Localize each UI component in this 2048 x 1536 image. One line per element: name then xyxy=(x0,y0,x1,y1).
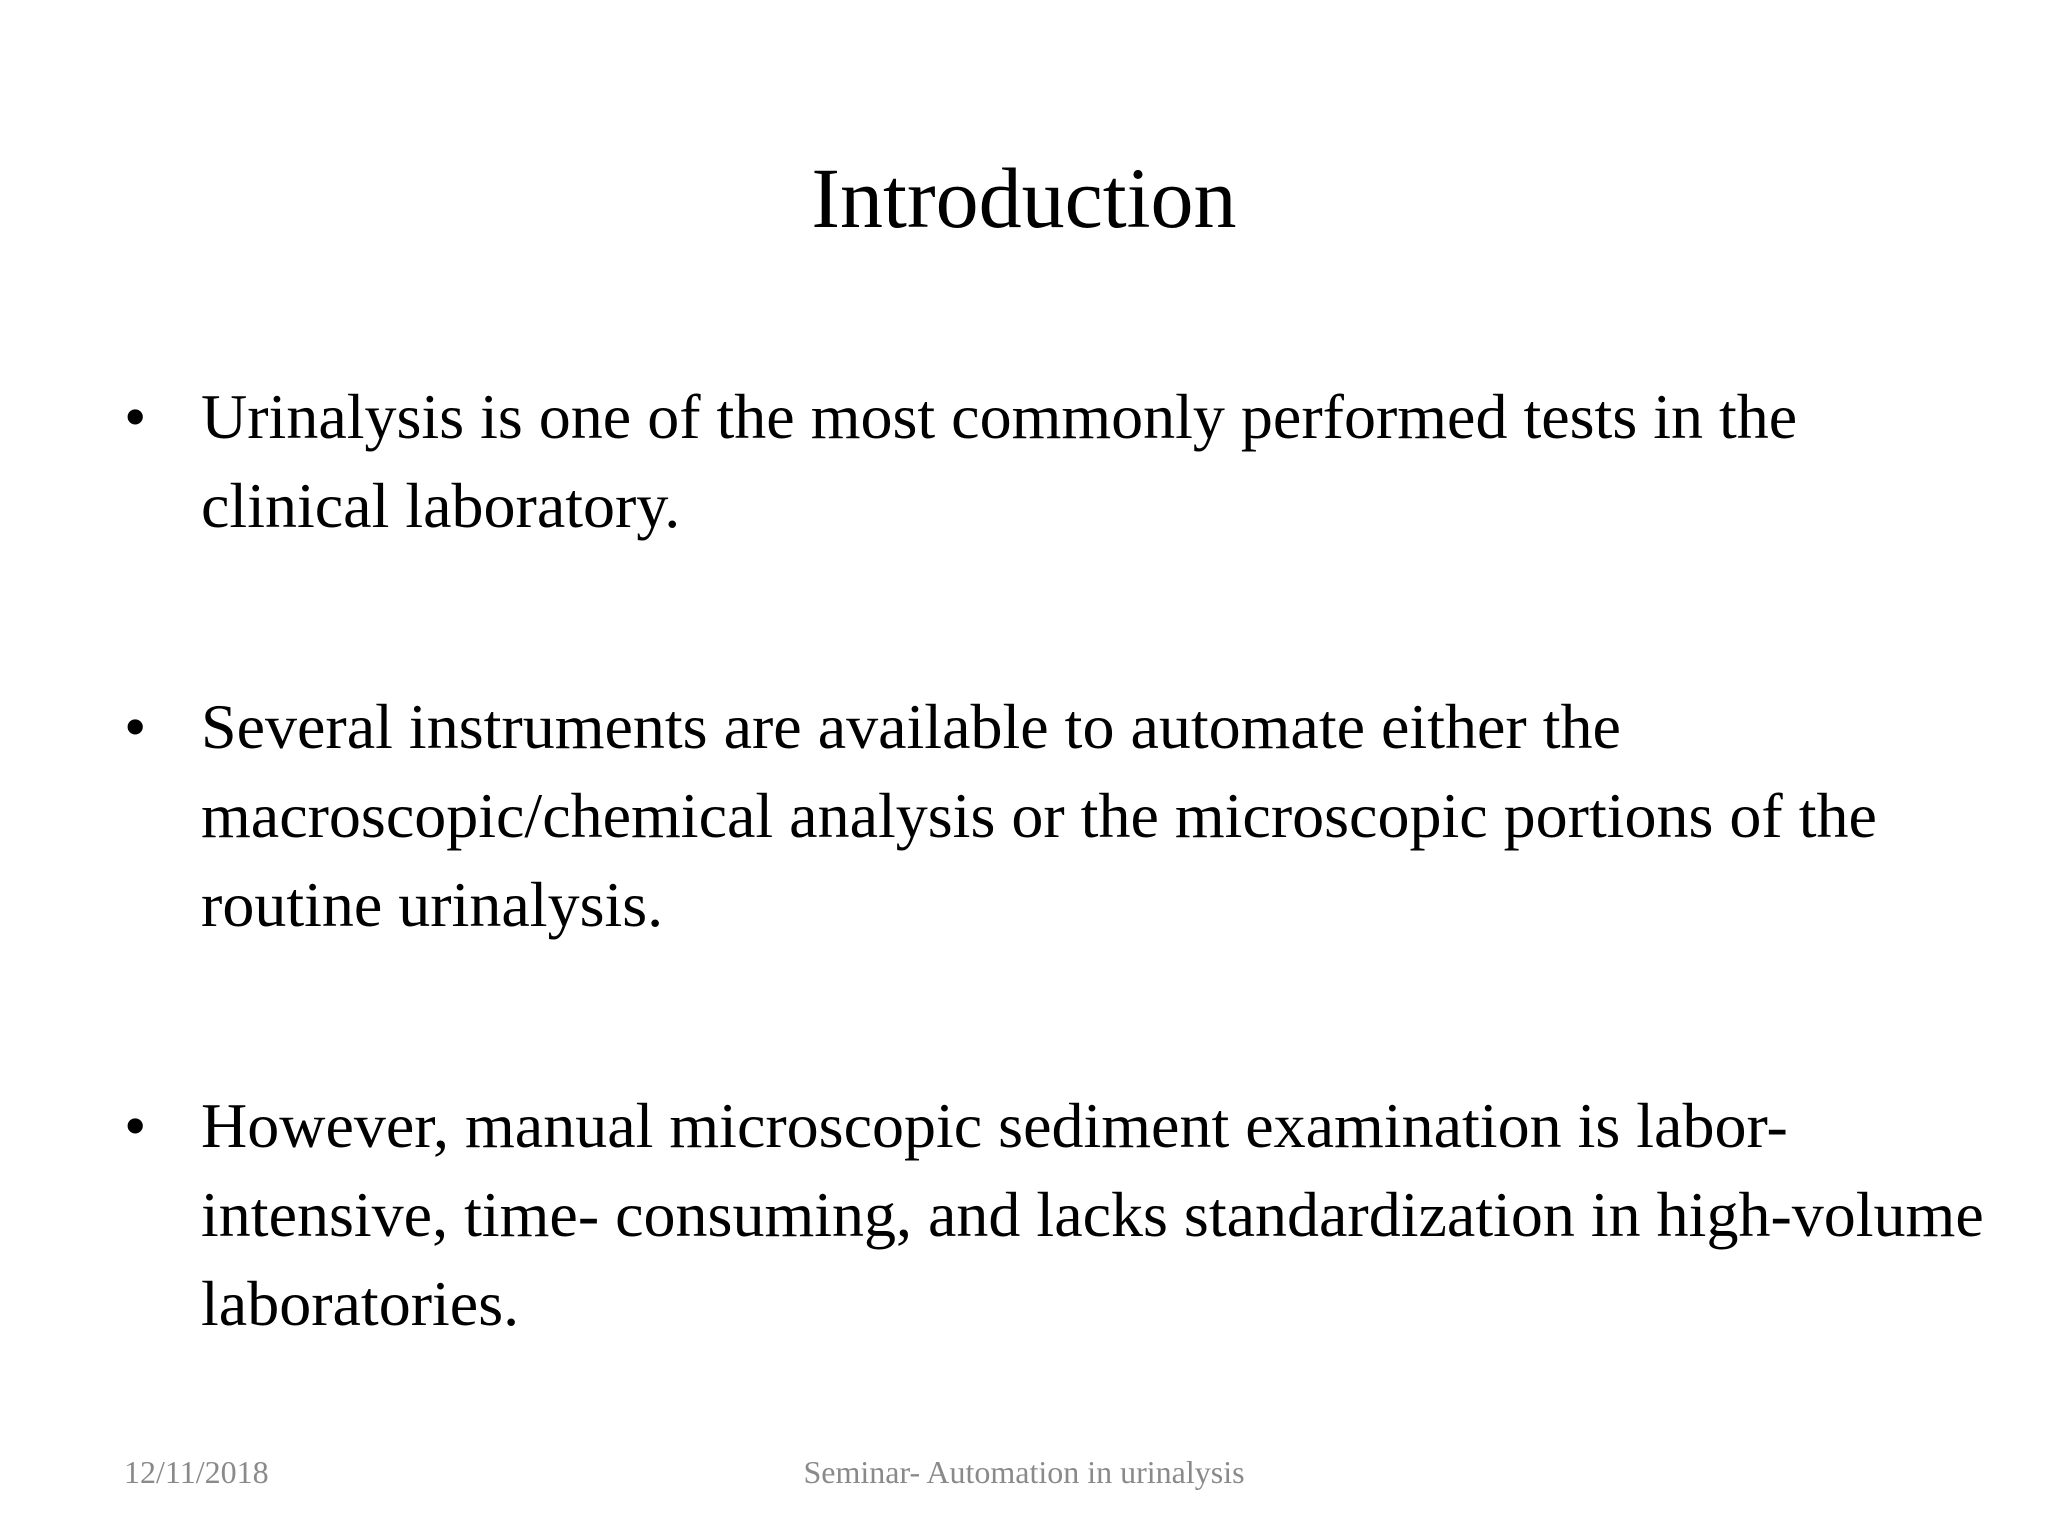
footer-date: 12/11/2018 xyxy=(124,1454,269,1490)
slide-title: Introduction xyxy=(811,150,1237,246)
bullet-text: However, manual microscopic sediment examination is labor-intensive, time- consuming, and lacks standardization in high-volume laboratories. xyxy=(201,1090,1984,1339)
bullet-item xyxy=(0,682,2048,949)
bullet-item xyxy=(0,372,2048,550)
bullet-dot-icon: • xyxy=(124,381,147,452)
footer-title: Seminar- Automation in urinalysis xyxy=(803,1454,1245,1490)
bullet-item xyxy=(0,1081,2048,1348)
bullet-text: Urinalysis is one of the most commonly performed tests in the clinical laboratory. xyxy=(201,381,1798,541)
bullet-dot-icon: • xyxy=(124,691,147,762)
bullet-dot-icon: • xyxy=(124,1090,147,1161)
bullet-text: Several instruments are available to automate either the macroscopic/chemical analysis or the microscopic portions of the routine urinalysis. xyxy=(201,691,1877,940)
bullet-list xyxy=(0,372,2048,1480)
